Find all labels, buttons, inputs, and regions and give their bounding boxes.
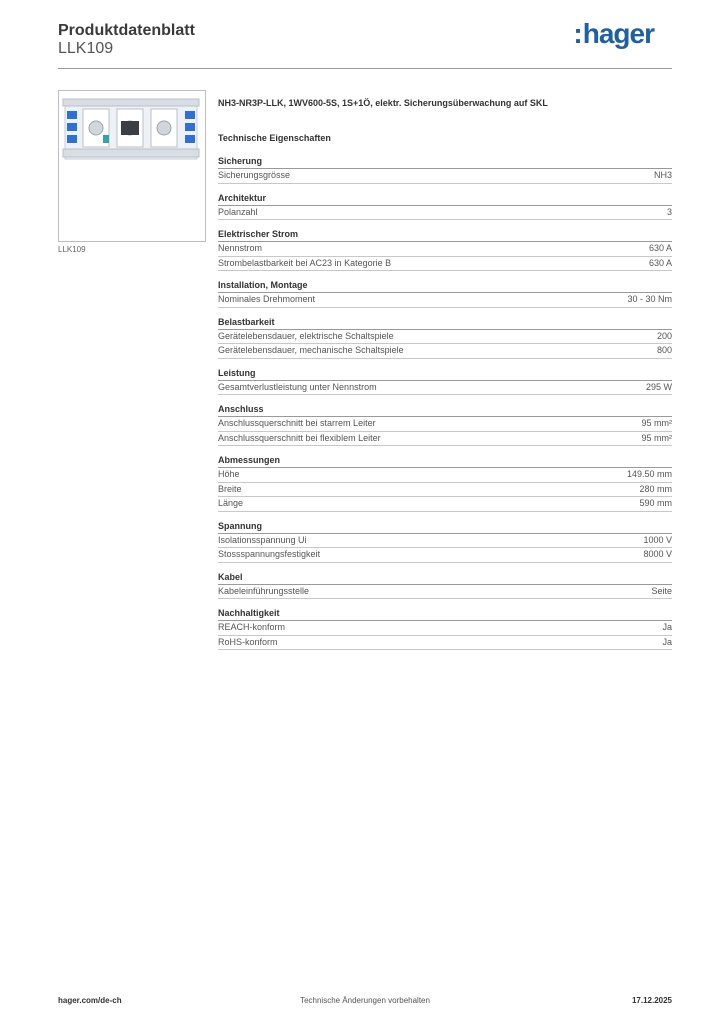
spec-value: Ja [662, 636, 672, 647]
footer-date: 17.12.2025 [631, 996, 672, 1005]
spec-value: Ja [662, 622, 672, 632]
spec-label: Nennstrom [218, 243, 263, 253]
spec-label: RoHS-konform [218, 636, 278, 647]
section-title: Kabel [218, 571, 672, 585]
spec-label: Stossspannungsfestigkeit [218, 549, 321, 559]
product-image [58, 90, 206, 242]
spec-row [218, 468, 672, 483]
spec-row [218, 242, 672, 257]
spec-section [218, 192, 672, 221]
spec-row [218, 169, 672, 184]
spec-row [218, 585, 672, 600]
spec-label: Isolationsspannung Ui [218, 534, 307, 545]
spec-label: Gesamtverlustleistung unter Nennstrom [218, 381, 377, 392]
spec-row [218, 344, 672, 359]
spec-label: Strombelastbarkeit bei AC23 in Kategorie B [218, 257, 392, 268]
spec-row [218, 381, 672, 396]
spec-section [218, 316, 672, 359]
spec-label: Gerätelebensdauer, elektrische Schaltspiele [218, 330, 394, 341]
spec-row [218, 330, 672, 345]
document-subtitle: LLK109 [58, 40, 114, 57]
spec-value: 8000 V [643, 549, 672, 559]
spec-row [218, 206, 672, 221]
spec-section [218, 279, 672, 308]
section-title: Architektur [218, 192, 672, 206]
spec-section [218, 228, 672, 271]
spec-content [218, 97, 672, 650]
section-title: Belastbarkeit [218, 316, 672, 330]
spec-row [218, 417, 672, 432]
spec-value: 630 A [648, 257, 672, 268]
spec-section [218, 403, 672, 446]
spec-section [218, 607, 672, 650]
spec-label: Polanzahl [218, 206, 258, 217]
spec-row [218, 483, 672, 498]
spec-row [218, 548, 672, 563]
spec-section [218, 367, 672, 396]
section-title: Installation, Montage [218, 279, 672, 293]
section-title: Elektrischer Strom [218, 228, 672, 242]
spec-section [218, 155, 672, 184]
spec-value: 3 [666, 206, 672, 217]
spec-section [218, 454, 672, 512]
spec-row [218, 497, 672, 512]
spec-value: 1000 V [643, 534, 672, 545]
spec-section [218, 571, 672, 600]
spec-section [218, 520, 672, 563]
spec-row [218, 257, 672, 272]
spec-value: 630 A [648, 243, 672, 253]
image-caption: LLK109 [58, 245, 86, 254]
spec-label: Gerätelebensdauer, mechanische Schaltspiele [218, 345, 404, 355]
spec-label: Anschlussquerschnitt bei flexiblem Leiter [218, 432, 381, 443]
spec-label: Höhe [218, 469, 240, 479]
page-footer [58, 996, 672, 1010]
spec-label: Kabeleinführungsstelle [218, 585, 310, 596]
spec-value: NH3 [653, 170, 672, 180]
spec-value: 149.50 mm [626, 469, 672, 479]
section-title: Nachhaltigkeit [218, 607, 672, 621]
section-title: Anschluss [218, 403, 672, 417]
section-title: Abmessungen [218, 454, 672, 468]
spec-label: Anschlussquerschnitt bei starrem Leiter [218, 418, 376, 428]
switch-disconnector-illustration [59, 91, 205, 241]
spec-row [218, 432, 672, 447]
spec-value: 95 mm² [641, 432, 672, 443]
spec-row [218, 636, 672, 651]
product-description: NH3-NR3P-LLK, 1WV600-5S, 1S+1Ö, elektr. Sicherungsüberwachung auf SKL [218, 98, 548, 108]
spec-label: Breite [218, 483, 242, 494]
document-title: Produktdatenblatt [58, 22, 195, 39]
spec-label: REACH-konform [218, 622, 286, 632]
spec-sections [218, 155, 672, 650]
spec-value: 95 mm² [641, 418, 672, 428]
spec-value: 280 mm [639, 483, 672, 494]
section-title: Sicherung [218, 155, 672, 169]
spec-value: 30 - 30 Nm [627, 294, 672, 304]
section-title: Spannung [218, 520, 672, 534]
footer-website-link[interactable]: hager.com/de-ch [58, 996, 122, 1005]
spec-label: Sicherungsgrösse [218, 170, 291, 180]
spec-value: 590 mm [639, 498, 672, 508]
spec-heading: Technische Eigenschaften [218, 133, 331, 143]
spec-label: Nominales Drehmoment [218, 294, 316, 304]
spec-value: 800 [656, 345, 672, 355]
spec-value: Seite [651, 585, 672, 596]
footer-disclaimer: Technische Änderungen vorbehalten [300, 996, 430, 1005]
hager-logo[interactable]: :hager [573, 18, 654, 49]
spec-row [218, 293, 672, 308]
page-header [58, 18, 672, 69]
spec-value: 295 W [645, 381, 672, 392]
spec-label: Länge [218, 498, 244, 508]
spec-value: 200 [656, 330, 672, 341]
section-title: Leistung [218, 367, 672, 381]
spec-row [218, 534, 672, 549]
spec-row [218, 621, 672, 636]
